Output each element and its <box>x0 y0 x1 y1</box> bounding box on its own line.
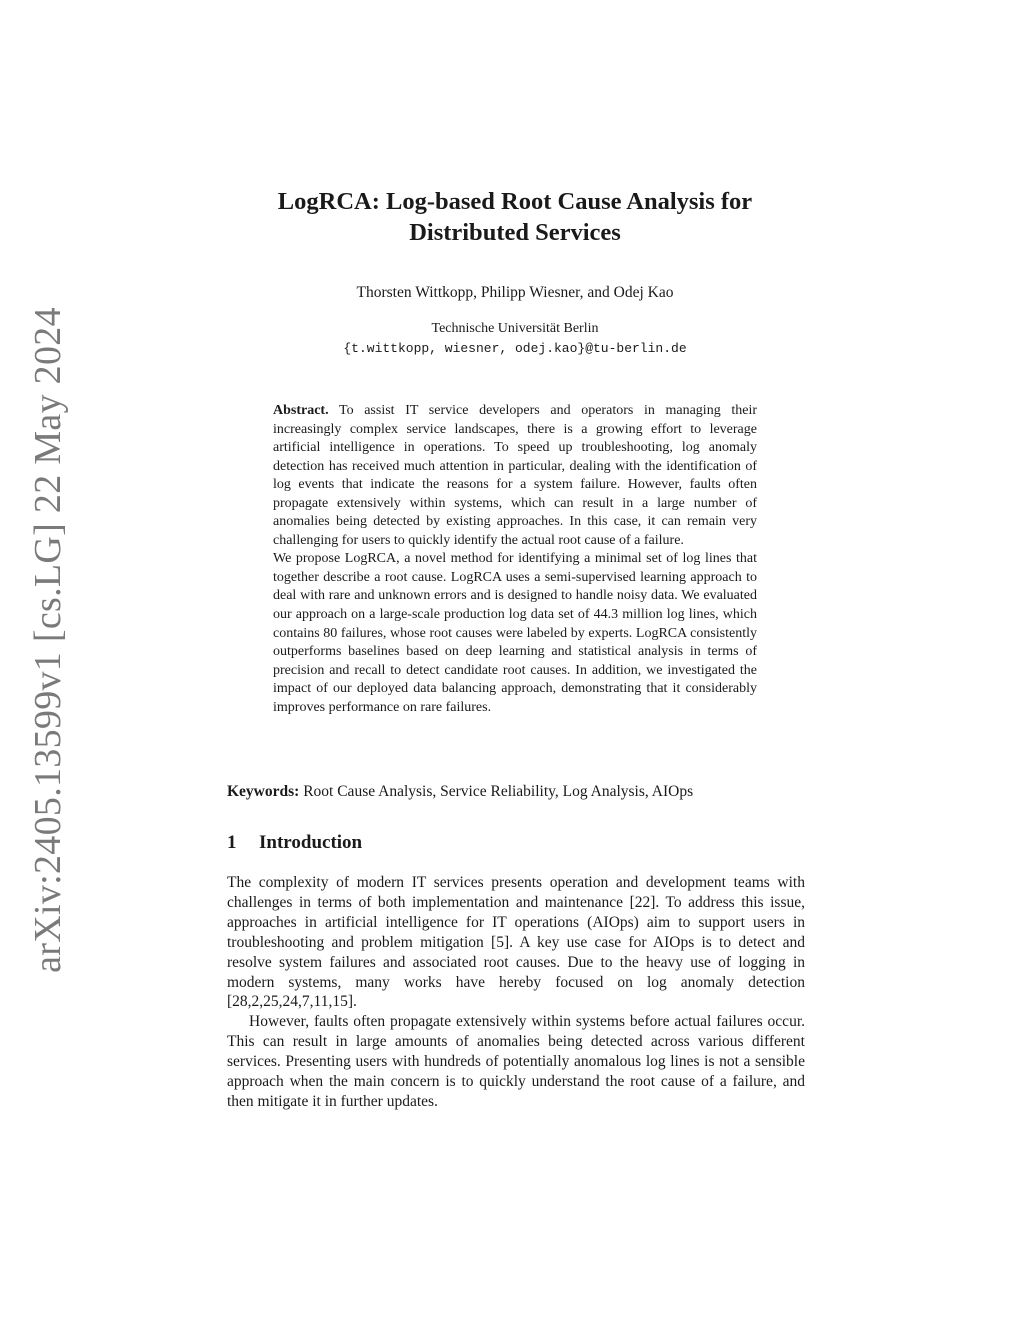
keywords-label: Keywords: <box>227 783 300 800</box>
paper-title <box>200 186 830 248</box>
abstract <box>273 402 757 717</box>
institution: Technische Universität Berlin <box>431 321 599 336</box>
keywords-text: Root Cause Analysis, Service Reliability, Log Analysis, AIOps <box>303 783 694 800</box>
keywords <box>227 783 807 801</box>
arxiv-identifier: arXiv:2405.13599v1 [cs.LG] 22 May 2024 <box>26 307 69 973</box>
section-number: 1 <box>227 832 237 853</box>
title-line-2: Distributed Services <box>409 219 621 246</box>
author-emails: {t.wittkopp, wiesner, odej.kao}@tu-berlin.de <box>343 341 687 356</box>
abstract-paragraph-2: We propose LogRCA, a novel method for identifying a minimal set of log lines that together describe a root cause. LogRCA uses a semi-supervised learning approach to deal with rare and unknown errors and is designed to handle noisy data. We evaluated our approach on a large-scale production log data set of 44.3 million log lines, which contains 80 failures, whose root causes were labeled by experts. LogRCA consistently outperforms baselines based on deep learning and statistical analysis in terms of precision and recall to detect candidate root causes. In addition, we investigated the impact of our deployed data balancing approach, demonstrating that it considerably improves performance on rare failures. <box>273 551 757 715</box>
title-line-1: LogRCA: Log-based Root Cause Analysis for <box>277 188 753 215</box>
body-paragraph-1: The complexity of modern IT services presents operation and development teams with challenges in terms of both implementation and maintenance [22]. To address this issue, approaches in artificial intelligence for IT operations (AIOps) aim to support users in troubleshooting and problem mitigation [5]. A key use case for AIOps is to detect and resolve system failures and associated root causes. Due to the heavy use of logging in modern systems, many works have hereby focused on log anomaly detection [28,2,25,24,7,11,15]. <box>227 874 805 1011</box>
abstract-paragraph-1 <box>273 402 757 550</box>
section-heading-introduction <box>227 832 362 854</box>
author-list: Thorsten Wittkopp, Philipp Wiesner, and Odej Kao <box>356 284 674 301</box>
affiliation <box>200 319 830 359</box>
introduction-body <box>227 873 805 1112</box>
body-paragraph-2: However, faults often propagate extensively within systems before actual failures occur. This can result in large amounts of anomalies being detected across various different services. Presenting users with hundreds of potentially anomalous log lines is not a sensible approach when the main concern is to quickly understand the root cause of a failure, and then mitigate it in further updates. <box>227 1013 805 1110</box>
section-title: Introduction <box>259 832 363 853</box>
abstract-text-1: To assist IT service developers and operators in managing their increasingly complex service landscapes, there is a growing effort to leverage artificial intelligence in operations. To speed up troubleshooting, log anomaly detection has received much attention in particular, dealing with the identification of log events that indicate the reasons for a system failure. However, faults often propagate extensively within systems, which can result in a large number of anomalies being detected by existing approaches. In this case, it can remain very challenging for users to quickly identify the actual root cause of a failure. <box>273 403 757 548</box>
arxiv-stamp <box>20 307 75 973</box>
abstract-label: Abstract. <box>273 403 329 418</box>
